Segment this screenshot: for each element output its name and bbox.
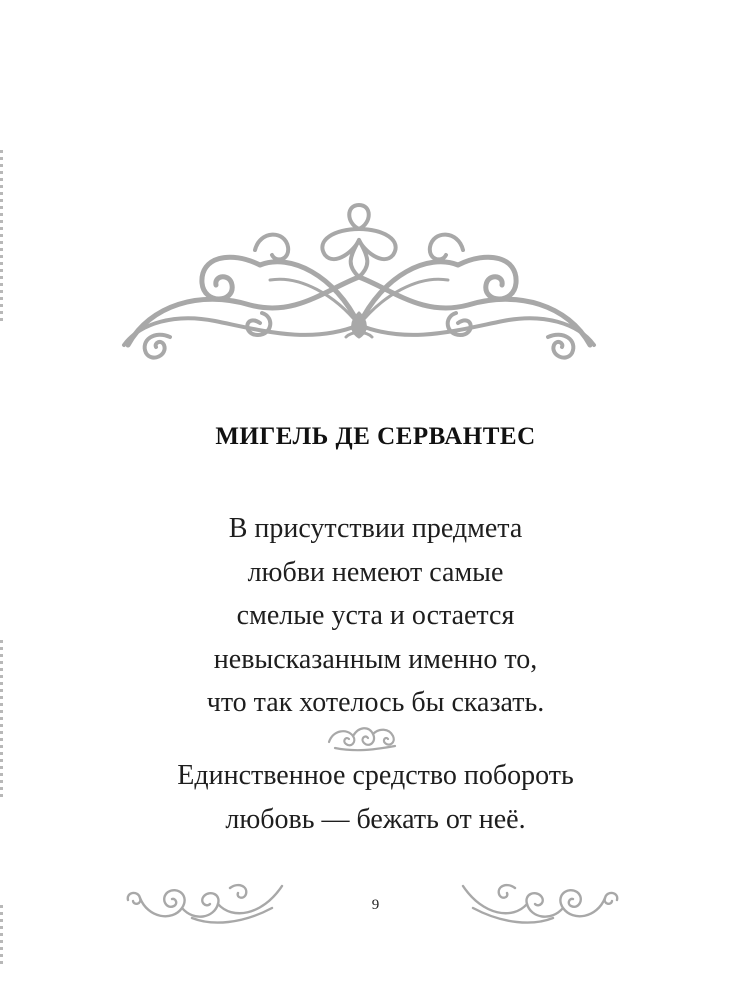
- swirl-divider-icon: [325, 720, 401, 754]
- quote-line: Единственное средство побороть: [177, 760, 574, 791]
- scan-margin-mark: [0, 905, 3, 965]
- page-number: 9: [371, 897, 380, 913]
- scan-margin-mark: [0, 150, 3, 325]
- quote-line: невысказанным именно то,: [213, 643, 538, 675]
- quote-line: любовь — бежать от неё.: [225, 803, 526, 835]
- quote-line: В присутствии предмета: [228, 513, 523, 544]
- quote-block-2: [0, 754, 751, 841]
- footer-swirl-right-icon: [458, 878, 623, 930]
- quote-block-1: [0, 507, 751, 725]
- flourish-header-ornament: [110, 195, 608, 390]
- quote-line: смелые уста и остается: [236, 600, 515, 631]
- quote-line: что так хотелось бы сказать.: [206, 687, 545, 718]
- author-heading: МИГЕЛЬ ДЕ СЕРВАНТЕС: [215, 423, 536, 450]
- quote-line: любви немеют самые: [247, 556, 504, 588]
